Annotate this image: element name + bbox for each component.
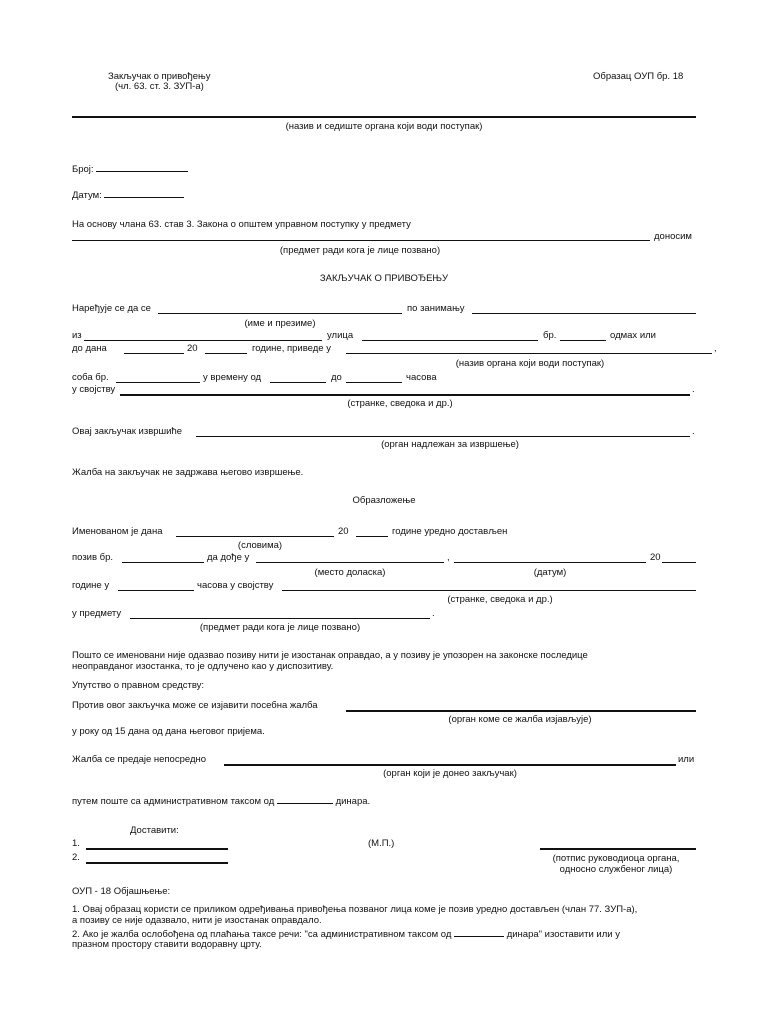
do-dana-label: до дана bbox=[72, 343, 107, 354]
iz-field[interactable] bbox=[84, 340, 322, 341]
reasons-heading: Образложење bbox=[352, 495, 416, 506]
svojstvo-label: у својству bbox=[72, 384, 116, 395]
predmet-caption: (предмет ради кога је лице позвано) bbox=[199, 622, 361, 633]
slovima-caption: (словима) bbox=[237, 540, 283, 551]
broj-field[interactable] bbox=[96, 163, 188, 172]
donosilac-field[interactable] bbox=[224, 764, 676, 766]
note-1-line-2: а позиву се није одазвало, нити је изостанак оправдало. bbox=[72, 915, 322, 926]
mesto-field[interactable] bbox=[256, 562, 444, 563]
imenovanom-label: Именованом је дана bbox=[72, 526, 163, 537]
posta-text: путем поште са административном таксом од динара. bbox=[72, 796, 371, 807]
casova-label: часова bbox=[406, 372, 437, 383]
vreme-od-label: у времену од bbox=[203, 372, 262, 383]
zanimanje-field[interactable] bbox=[472, 313, 696, 314]
period: . bbox=[692, 426, 695, 437]
note-taksa-field bbox=[454, 928, 504, 937]
do-dana-field[interactable] bbox=[124, 353, 184, 354]
godine-u-label: године у bbox=[72, 580, 110, 591]
poziv-br-field[interactable] bbox=[122, 562, 204, 563]
zalba-note: Жалба на закључак не задржава његово извршење. bbox=[72, 467, 304, 478]
ulica-label: улица bbox=[327, 330, 354, 341]
note-2-line-1: 2. Ако је жалба ослобођена од плаћања таксе речи: "са административном таксом од динара" изоставити или у bbox=[72, 929, 620, 940]
comma: , bbox=[714, 343, 717, 354]
explanation-line-1: Пошто се именовани није одазвао позиву нити је изостанак оправдао, а у позиву је упозорен на законске последице bbox=[72, 650, 588, 661]
u-predmetu-label: у предмету bbox=[72, 608, 122, 619]
predaje-label: Жалба се предаје непосредно bbox=[72, 754, 207, 765]
period: . bbox=[432, 608, 435, 619]
datum-field[interactable] bbox=[454, 562, 646, 563]
document-title: Закључак о привођењу bbox=[108, 71, 211, 82]
broj-label: Број: bbox=[72, 163, 188, 175]
legal-remedy-title: Упутство о правном средству: bbox=[72, 680, 205, 691]
year-20-label: 20 bbox=[650, 552, 661, 563]
da-dodje-label: да дође у bbox=[207, 552, 250, 563]
zalba-organ-field[interactable] bbox=[346, 710, 696, 712]
note-2-line-2: празном простору ставити водоравну црту. bbox=[72, 939, 262, 950]
vreme-field[interactable] bbox=[118, 590, 194, 591]
organ-name-caption: (назив и седиште органа који води поступак) bbox=[285, 121, 483, 132]
svojstvo-field[interactable] bbox=[282, 590, 696, 591]
predmet-field[interactable] bbox=[72, 240, 650, 241]
izvrsice-label: Овај закључак извршиће bbox=[72, 426, 183, 437]
delivery-item-2-label: 2. bbox=[72, 852, 80, 863]
br-field[interactable] bbox=[560, 340, 606, 341]
ime-caption: (име и презиме) bbox=[244, 318, 316, 329]
zalba-organ-caption: (орган коме се жалба изјављује) bbox=[448, 714, 592, 725]
donosim-label: доносим bbox=[654, 231, 692, 242]
ime-field[interactable] bbox=[158, 313, 402, 314]
mesto-caption: (место доласка) bbox=[314, 567, 386, 578]
izvrsenje-caption: (орган надлежан за извршење) bbox=[381, 439, 519, 450]
datum-caption: (датум) bbox=[533, 567, 567, 578]
poziv-br-label: позив бр. bbox=[72, 552, 114, 563]
soba-field[interactable] bbox=[116, 382, 200, 383]
organ-caption: (назив органа који води поступак) bbox=[455, 358, 605, 369]
legal-reference: (чл. 63. ст. 3. ЗУП-а) bbox=[115, 81, 204, 92]
organ-name-line bbox=[72, 116, 696, 118]
period: . bbox=[692, 384, 695, 395]
vreme-od-field[interactable] bbox=[270, 382, 326, 383]
izvrsice-field[interactable] bbox=[196, 436, 690, 437]
year-field[interactable] bbox=[662, 562, 696, 563]
stranke-caption: (странке, сведока и др.) bbox=[447, 594, 553, 605]
casova-svojstvu-label: часова у својству bbox=[197, 580, 274, 591]
year-20-label: 20 bbox=[187, 343, 198, 354]
delivery-item-1-label: 1. bbox=[72, 838, 80, 849]
odmah-ili-label: одмах или bbox=[610, 330, 656, 341]
rok-text: у року од 15 дана од дана његовог пријема. bbox=[72, 726, 265, 737]
zanimanje-label: по занимању bbox=[407, 303, 465, 314]
protiv-label: Против овог закључка може се изјавити посебна жалба bbox=[72, 700, 318, 711]
comma: , bbox=[447, 552, 450, 563]
svojstvo-field[interactable] bbox=[120, 394, 690, 396]
note-1-line-1: 1. Овај образац користи се приликом одређивања привођења позваног лица коме је позив уредно достављен (члан 77. ЗУП-а), bbox=[72, 904, 638, 915]
form-number: Образац ОУП бр. 18 bbox=[593, 71, 684, 82]
donosilac-caption: (орган који је донео закључак) bbox=[383, 768, 517, 779]
organ-field[interactable] bbox=[346, 353, 712, 354]
stranke-caption: (странке, сведока и др.) bbox=[347, 398, 453, 409]
iz-label: из bbox=[72, 330, 82, 341]
stamp-placeholder: (М.П.) bbox=[368, 838, 395, 849]
signature-caption-2: односно службеног лица) bbox=[559, 864, 673, 875]
datum-label: Датум: bbox=[72, 189, 184, 201]
year-field[interactable] bbox=[356, 536, 388, 537]
dostaviti-label: Доставити: bbox=[130, 825, 179, 836]
br-label: бр. bbox=[543, 330, 557, 341]
uredno-label: године уредно достављен bbox=[392, 526, 508, 537]
dana-field[interactable] bbox=[176, 536, 334, 537]
signature-caption-1: (потпис руководиоца органа, bbox=[552, 853, 680, 864]
year-field[interactable] bbox=[205, 353, 247, 354]
year-20-label: 20 bbox=[338, 526, 349, 537]
soba-label: соба бр. bbox=[72, 372, 109, 383]
main-heading: ЗАКЉУЧАК О ПРИВОЂЕЊУ bbox=[319, 273, 449, 284]
ulica-field[interactable] bbox=[362, 340, 538, 341]
predmet-caption: (предмет ради кога је лице позвано) bbox=[279, 245, 441, 256]
ili-label: или bbox=[678, 754, 695, 765]
delivery-item-2-field[interactable] bbox=[86, 862, 228, 864]
vreme-do-field[interactable] bbox=[346, 382, 402, 383]
intro-text: На основу члана 63. став 3. Закона о општем управном поступку у предмету bbox=[72, 219, 411, 230]
predmet-field[interactable] bbox=[130, 618, 430, 619]
signature-field[interactable] bbox=[540, 848, 696, 850]
notes-title: ОУП - 18 Објашњење: bbox=[72, 886, 171, 897]
explanation-line-2: неоправданог изостанка, то је одлучено као у диспозитиву. bbox=[72, 661, 334, 672]
nareduje-label: Наређује се да се bbox=[72, 303, 151, 314]
privede-label: године, приведе у bbox=[252, 343, 331, 354]
taksa-field[interactable] bbox=[277, 795, 333, 804]
do-label: до bbox=[331, 372, 342, 383]
datum-field[interactable] bbox=[104, 189, 184, 198]
delivery-item-1-field[interactable] bbox=[86, 848, 228, 850]
